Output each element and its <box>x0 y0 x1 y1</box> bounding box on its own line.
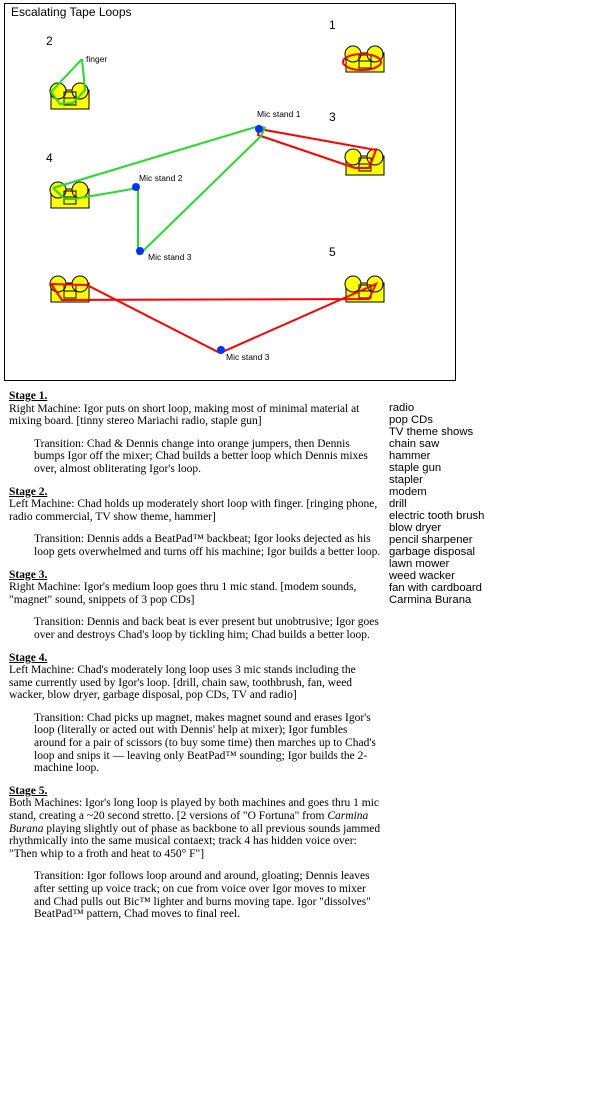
stage-1-heading: Stage 1. <box>9 390 48 402</box>
stage-3-description: Right Machine: Igor's medium loop goes thru 1 mic stand. [modem sounds, "magnet" sound, snippets of 3 pop CDs] <box>9 581 357 606</box>
sound-item: lawn mower <box>389 558 450 570</box>
reel-right <box>72 182 88 198</box>
stage-5-desc-part-1: Both Machines: Igor's long loop is played by both machines and goes thru 1 mic stand, creating a ~20 second stretto. [2 versions of "O Fortuna" from <box>9 797 380 823</box>
sound-item: electric tooth brush <box>389 510 485 522</box>
sound-item: chain saw <box>389 438 440 450</box>
sound-item: stapler <box>389 474 423 486</box>
stage-number-1: 1 <box>329 18 336 32</box>
stage-number-5: 5 <box>329 245 336 259</box>
tape-loop-diagram <box>4 3 456 381</box>
stage-4 <box>9 652 381 775</box>
stage-5 <box>9 785 381 921</box>
stage-number-3: 3 <box>329 110 336 124</box>
sound-item: blow dryer <box>389 522 442 534</box>
sound-item: garbage disposal <box>389 546 476 558</box>
loop-stage-5 <box>51 284 376 353</box>
stage-2-heading: Stage 2. <box>9 485 48 498</box>
mic-stand-1-label: Mic stand 1 <box>257 109 301 119</box>
sound-item: weed wacker <box>389 570 455 582</box>
stage-5-heading: Stage 5. <box>9 784 48 797</box>
stage-1-transition: Transition: Chad & Dennis change into orange jumpers, then Dennis bumps Igor off the mixer; Chad builds a better loop which Dennis mixes over, almost obliterating Igor's loop. <box>34 437 368 475</box>
mic-stand-1-dot <box>255 125 263 133</box>
stage-number-2: 2 <box>46 34 53 48</box>
mic-stand-2-dot <box>132 183 140 191</box>
mic-stand-2-label: Mic stand 2 <box>139 173 183 183</box>
sound-item: pop CDs <box>389 414 433 426</box>
diagram-title: Escalating Tape Loops <box>11 5 132 19</box>
mic-stand-3-label: Mic stand 3 <box>148 252 192 262</box>
stage-2-description: Left Machine: Chad holds up moderately short loop with finger. [ringing phone, radio commercial, TV show theme, hammer] <box>9 498 378 523</box>
stage-5-desc-title: Carmina Burana <box>9 810 369 835</box>
sound-item: Carmina Burana <box>389 594 472 606</box>
stage-descriptions <box>9 390 381 931</box>
stage-number-4: 4 <box>46 151 53 165</box>
stage-2-transition: Transition: Dennis adds a BeatPad™ backbeat; Igor looks dejected as his loop gets overwhelmed and turns off his machine; Igor builds a better loop. <box>34 533 381 558</box>
tape-machine-stage-4 <box>50 182 89 208</box>
stage-3-heading: Stage 3. <box>9 568 48 581</box>
finger-label: finger <box>86 54 108 64</box>
stage-4-heading: Stage 4. <box>9 651 48 664</box>
stage-4-transition: Transition: Chad picks up magnet, makes magnet sound and erases Igor's loop (literally or acted out with Dennis' help at mixer); Igor fumbles around for a pair of scissors (to buy some time) then marches up to Chad's loop and snips it — leaving only BeatPad™ sounding; Igor builds the 2-machine loop. <box>34 711 376 775</box>
stage-1-description: Right Machine: Igor puts on short loop, making most of minimal material at mixing board. [tinny stereo Mariachi radio, staple gun] <box>9 402 360 428</box>
sound-item: modem <box>389 486 427 498</box>
tape-machine-stage-3 <box>345 149 384 175</box>
stage-3-transition: Transition: Dennis and back beat is ever present but unobtrusive; Igor goes over and destroys Chad's loop by tickling him; Chad builds a better loop. <box>34 616 379 641</box>
mic-stand-3-stage5-dot <box>217 346 225 354</box>
sound-item: pencil sharpener <box>389 534 473 546</box>
stage-1 <box>9 390 381 476</box>
mic-stand-3-stage5-label: Mic stand 3 <box>226 352 270 362</box>
sound-item: drill <box>389 498 407 510</box>
stage-5-description <box>9 797 381 860</box>
stage-5-transition: Transition: Igor follows loop around and around, gloating; Dennis leaves after setting up voice track; on cue from voice over Igor moves to mixer and Chad pulls out Bic™ lighter and burns moving tape. Igor "dissolves" BeatPad™ pattern, Chad moves to final reel. <box>34 870 371 921</box>
stage-3 <box>9 569 381 642</box>
diagram-canvas <box>5 4 457 382</box>
stage-2 <box>9 486 381 559</box>
sound-item: radio <box>389 402 415 414</box>
mic-stand-3-dot <box>136 247 144 255</box>
sound-item: staple gun <box>389 462 442 474</box>
tape-machine-stage-5-left <box>50 276 89 302</box>
sound-item: fan with cardboard <box>389 582 482 594</box>
stage-5-desc-part-2: playing slightly out of phase as backbone to all previous sounds jammed rhythmically into the same musical contaext; track 4 has hidden voice over: "Then whip to a froth and heat to 450° F"] <box>9 822 381 860</box>
sound-list <box>389 402 484 606</box>
stage-4-description: Left Machine: Chad's moderately long loop uses 3 mic stands including the same currently used by Igor's loop. [drill, chain saw, toothbrush, fan, weed wacker, blow dryer, garbage disposal, pop CDs, TV and radio] <box>9 664 356 702</box>
sound-item: TV theme shows <box>389 426 474 438</box>
sound-item: hammer <box>389 450 431 462</box>
